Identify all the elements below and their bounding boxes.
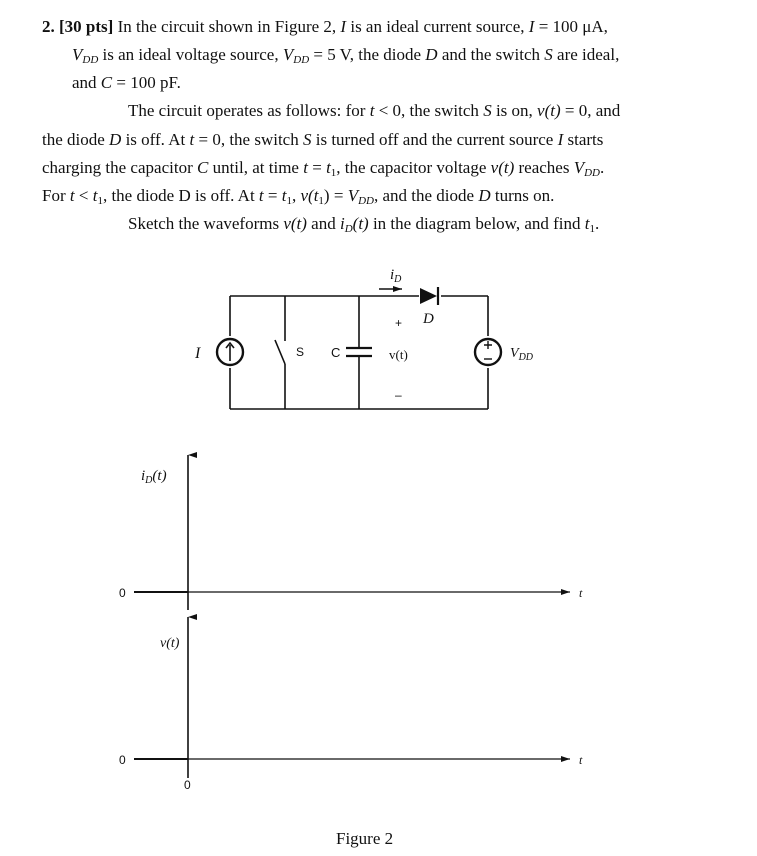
plot-vt-ylabel: v(t) (160, 636, 180, 651)
problem-line-6: charging the capacitor C until, at time $t = t_1$, the capacitor voltage v(t) reaches $V_{DD}$. (42, 158, 605, 179)
problem-line-8: Sketch the waveforms v(t) and $i_D(t)$ in the diagram below, and find $t_1$. (128, 214, 600, 235)
switch (275, 340, 285, 364)
circuit (230, 296, 488, 409)
problem-line-2: $V_{DD}$ is an ideal voltage source, $V_{DD} = 5$ V, the diode D and the switch S are ideal, (72, 45, 620, 66)
label-minus: – (395, 388, 402, 402)
problem-line-4: The circuit operates as follows: for t < 0, the switch S is on, v(t) = 0, and (128, 101, 621, 120)
plot-iD (119, 455, 583, 610)
plot-iD-ylabel: $i_D(t)$ (141, 468, 167, 486)
label-D: D (423, 311, 434, 327)
problem-number: 2. (42, 17, 55, 36)
plot-vt (119, 617, 583, 792)
plot-vt-origin-label: 0 (184, 778, 191, 792)
plot-iD-xlabel: t (579, 586, 583, 600)
problem-line-7: For $t < t_1$, the diode D is off. At $t = t_1$, $v(t_1) = V_{DD}$, and the diode D turns on. (42, 186, 555, 207)
plot-vt-zero-label: 0 (119, 753, 126, 767)
label-iD: $i_D$ (390, 267, 402, 285)
problem-line-5: the diode D is off. At t = 0, the switch S is turned off and the current source I starts (42, 130, 604, 149)
problem-line-3: and C = 100 pF. (72, 73, 181, 92)
voltage-source (475, 339, 501, 365)
label-I: I (195, 345, 201, 362)
label-vt: v(t) (389, 347, 408, 362)
label-plus: + (395, 316, 403, 330)
label-S: S (296, 345, 305, 359)
label-C: C (331, 345, 341, 360)
diode (420, 287, 438, 305)
current-source (217, 339, 243, 365)
capacitor (346, 348, 372, 356)
plot-vt-xlabel: t (579, 753, 583, 767)
problem-line-1: 2. [30 pts] In the circuit shown in Figure 2, I is an ideal current source, I = 100 μA, (42, 17, 608, 36)
problem-points: [30 pts] (59, 17, 114, 36)
label-VDD: $V_{DD}$ (510, 346, 534, 363)
plot-iD-zero-label: 0 (119, 586, 126, 600)
figure-caption: Figure 2 (336, 829, 394, 848)
